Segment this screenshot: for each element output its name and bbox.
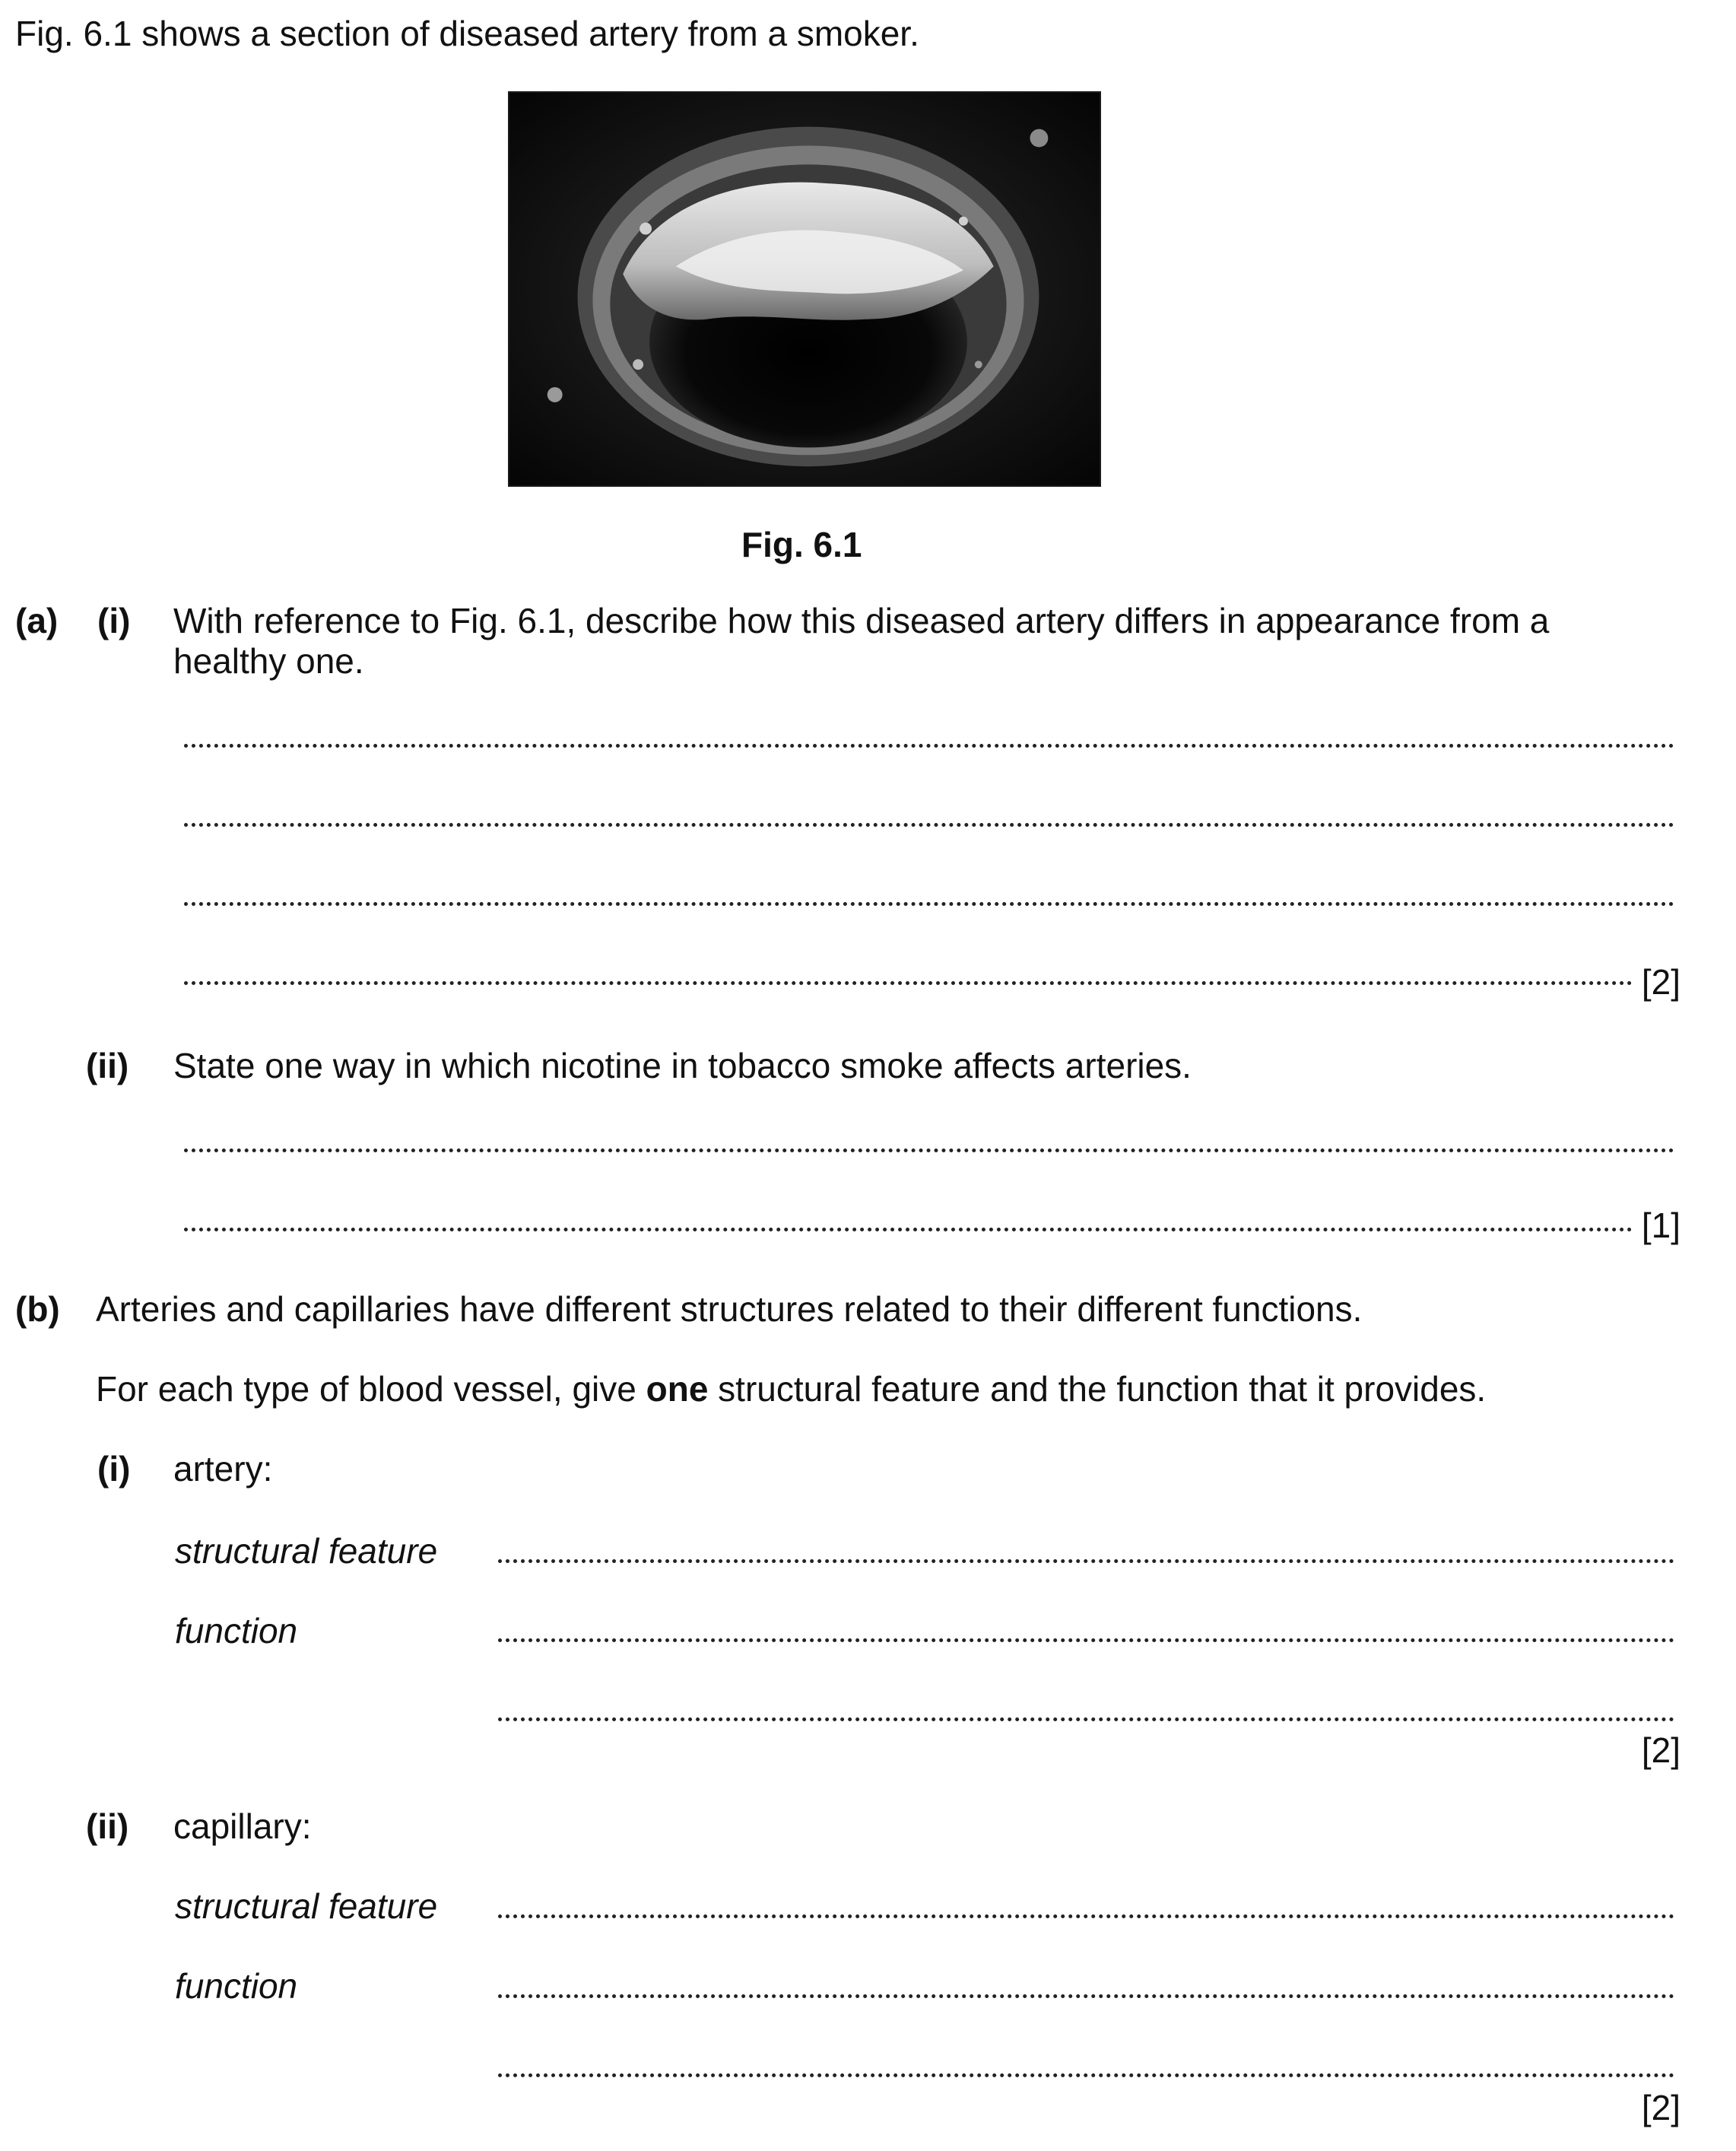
answer-line[interactable] (184, 1149, 1674, 1152)
part-a-ii-label: (ii) (86, 1046, 129, 1085)
function-label: function (175, 1966, 298, 2006)
answer-line[interactable] (498, 2073, 1674, 2077)
answer-line[interactable] (184, 981, 1633, 985)
mark-allocation: [2] (1641, 2088, 1680, 2127)
part-a-ii-question: State one way in which nicotine in tobacco smoke affects arteries. (173, 1046, 1192, 1085)
part-b-ii-title: capillary: (173, 1806, 312, 1846)
part-b-instruction-post: structural feature and the function that it provides. (708, 1369, 1487, 1409)
part-b-i-label: (i) (97, 1449, 131, 1489)
answer-line[interactable] (184, 1228, 1633, 1231)
part-a-i-question-line2: healthy one. (173, 641, 364, 681)
answer-line[interactable] (498, 1638, 1674, 1642)
answer-line[interactable] (498, 1559, 1674, 1563)
artery-photo (508, 91, 1101, 487)
structural-feature-label: structural feature (175, 1531, 438, 1571)
answer-line[interactable] (184, 902, 1674, 906)
part-a-i-question-line1: With reference to Fig. 6.1, describe how this diseased artery differs in appearance from a (173, 601, 1550, 640)
part-a-label: (a) (15, 601, 59, 640)
part-b-instruction-bold: one (646, 1369, 709, 1409)
answer-line[interactable] (498, 1994, 1674, 1998)
part-b-ii-label: (ii) (86, 1806, 129, 1846)
mark-allocation: [2] (1641, 1730, 1680, 1770)
intro-text: Fig. 6.1 shows a section of diseased artery from a smoker. (15, 14, 919, 53)
answer-line[interactable] (498, 1717, 1674, 1721)
artery-photo-graphic (509, 93, 1100, 485)
mark-allocation: [2] (1641, 962, 1680, 1002)
mark-allocation: [1] (1641, 1206, 1680, 1245)
answer-line[interactable] (184, 823, 1674, 827)
part-b-instruction (96, 1369, 1486, 1409)
part-b-intro: Arteries and capillaries have different structures related to their different functions. (96, 1289, 1363, 1329)
function-label: function (175, 1611, 298, 1651)
answer-line[interactable] (184, 744, 1674, 748)
part-a-i-label: (i) (97, 601, 131, 640)
figure-caption: Fig. 6.1 (741, 525, 862, 564)
structural-feature-label: structural feature (175, 1886, 438, 1926)
part-b-instruction-pre: For each type of blood vessel, give (96, 1369, 646, 1409)
part-b-i-title: artery: (173, 1449, 273, 1489)
part-b-label: (b) (15, 1289, 60, 1329)
answer-line[interactable] (498, 1914, 1674, 1918)
